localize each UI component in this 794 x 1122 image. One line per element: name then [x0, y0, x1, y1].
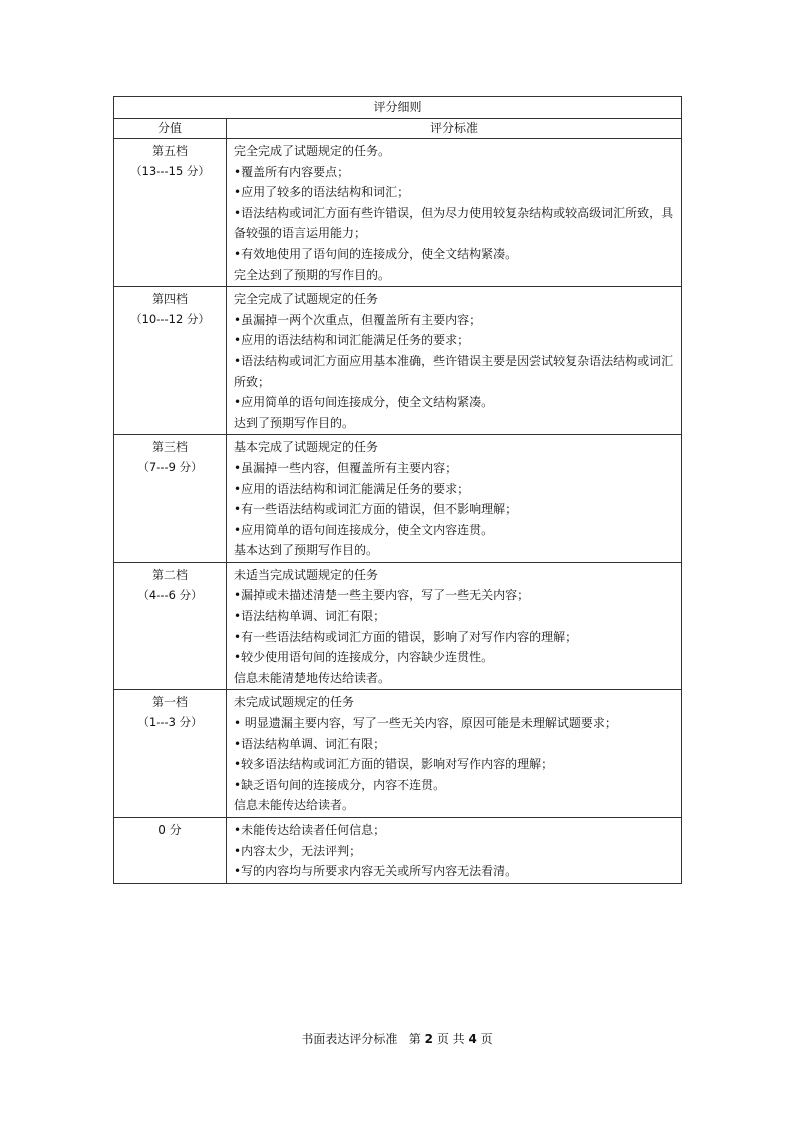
criteria-line: •有效地使用了语句间的连接成分，使全文结构紧凑。: [234, 246, 518, 261]
criteria-cell: [227, 690, 682, 818]
criteria-line: •应用简单的语句间连接成分，使全文内容连贯。: [234, 522, 494, 537]
table-title-row: [114, 97, 682, 119]
criteria-line: 完全完成了试题规定的任务: [234, 292, 379, 307]
table-row: [114, 139, 682, 287]
criteria-line: • 明显遗漏主要内容，写了一些无关内容，原因可能是未理解试题要求；: [234, 716, 617, 731]
criteria-line: •写的内容均与所要求内容无关或所写内容无法看清。: [234, 864, 518, 879]
criteria-line: 完全完成了试题规定的任务。: [234, 144, 391, 158]
table-row: [114, 818, 682, 884]
grade-cell: [114, 139, 227, 287]
criteria-cell: [227, 139, 682, 287]
table-header-row: [114, 119, 682, 139]
footer-page-mid: 页 共: [436, 1032, 465, 1046]
criteria-line: •缺乏语句间的连接成分，内容不连贯。: [234, 777, 446, 792]
criteria-line: •有一些语法结构或词汇方面的错误，但不影响理解；: [234, 502, 518, 517]
criteria-line: •语法结构单调、词汇有限；: [234, 736, 386, 751]
criteria-line: 信息未能清楚地传达给读者。: [234, 670, 391, 685]
criteria-cell: [227, 287, 682, 435]
criteria-line: •语法结构或词汇方面应用基本准确，些许错误主要是因尝试较复杂语法结构或词汇所致；: [234, 353, 674, 389]
criteria-line: •应用的语法结构和词汇能满足任务的要求；: [234, 481, 470, 496]
grade-name: 第二档: [151, 567, 188, 582]
footer-page-prefix: 第: [408, 1032, 421, 1046]
column-header-score: 分值: [114, 119, 227, 139]
criteria-line: •未能传达给读者任何信息；: [234, 823, 386, 837]
grade-name: 第一档: [151, 695, 188, 710]
criteria-line: 未适当完成试题规定的任务: [234, 567, 379, 582]
criteria-line: •有一些语法结构或词汇方面的错误，影响了对写作内容的理解；: [234, 629, 578, 644]
criteria-line: 达到了预期写作目的。: [234, 415, 355, 430]
grade-cell: [114, 818, 227, 884]
criteria-line: •虽漏掉一些内容，但覆盖所有主要内容；: [234, 460, 458, 475]
criteria-line: 完全达到了预期的写作目的。: [234, 267, 391, 282]
table-row: [114, 435, 682, 563]
grade-name: 0 分: [158, 823, 182, 837]
table-row: [114, 690, 682, 818]
criteria-line: •应用的语法结构和词汇能满足任务的要求；: [234, 333, 470, 348]
criteria-line: •较少使用语句间的连接成分，内容缺少连贯性。: [234, 650, 494, 665]
table-row: [114, 287, 682, 435]
criteria-line: •覆盖所有内容要点；: [234, 164, 350, 179]
grade-cell: [114, 690, 227, 818]
criteria-line: 信息未能传达给读者。: [234, 798, 355, 813]
criteria-line: 未完成试题规定的任务: [234, 695, 355, 710]
grade-cell: [114, 562, 227, 690]
footer-page-current: 2: [424, 1032, 433, 1046]
grade-range: （10---12 分）: [130, 312, 210, 327]
scoring-rubric-table: [113, 96, 682, 884]
criteria-line: •语法结构或词汇方面有些许错误，但为尽力使用较复杂结构或较高级词汇所致，具备较强的语言运用能力；: [234, 205, 674, 241]
grade-range: （4---6 分）: [137, 587, 203, 602]
criteria-line: •漏掉或未描述清楚一些主要内容，写了一些无关内容；: [234, 588, 530, 603]
grade-range: （1---3 分）: [137, 715, 203, 730]
grade-range: （13---15 分）: [130, 164, 210, 178]
grade-cell: [114, 435, 227, 563]
criteria-cell: [227, 435, 682, 563]
criteria-line: •语法结构单调、词汇有限；: [234, 609, 386, 624]
grade-cell: [114, 287, 227, 435]
criteria-line: 基本达到了预期写作目的。: [234, 543, 379, 558]
criteria-line: •较多语法结构或词汇方面的错误，影响对写作内容的理解；: [234, 757, 554, 772]
criteria-line: •应用简单的语句间连接成分，使全文结构紧凑。: [234, 395, 494, 410]
criteria-cell: [227, 562, 682, 690]
criteria-line: •虽漏掉一两个次重点，但覆盖所有主要内容；: [234, 312, 482, 327]
column-header-criteria: 评分标准: [227, 119, 682, 139]
grade-name: 第四档: [151, 292, 188, 307]
page-footer: [0, 1030, 794, 1047]
grade-range: （7---9 分）: [137, 460, 203, 475]
footer-page-suffix: 页: [480, 1032, 493, 1046]
footer-page-total: 4: [468, 1032, 477, 1046]
table-title: 评分细则: [114, 97, 682, 119]
criteria-cell: [227, 818, 682, 884]
grade-name: 第三档: [151, 440, 188, 455]
footer-doc-title: 书面表达评分标准: [301, 1032, 398, 1046]
criteria-line: •内容太少，无法评判；: [234, 843, 362, 858]
criteria-line: •应用了较多的语法结构和词汇；: [234, 185, 410, 200]
table-row: [114, 562, 682, 690]
criteria-line: 基本完成了试题规定的任务: [234, 440, 379, 455]
grade-name: 第五档: [151, 144, 188, 158]
